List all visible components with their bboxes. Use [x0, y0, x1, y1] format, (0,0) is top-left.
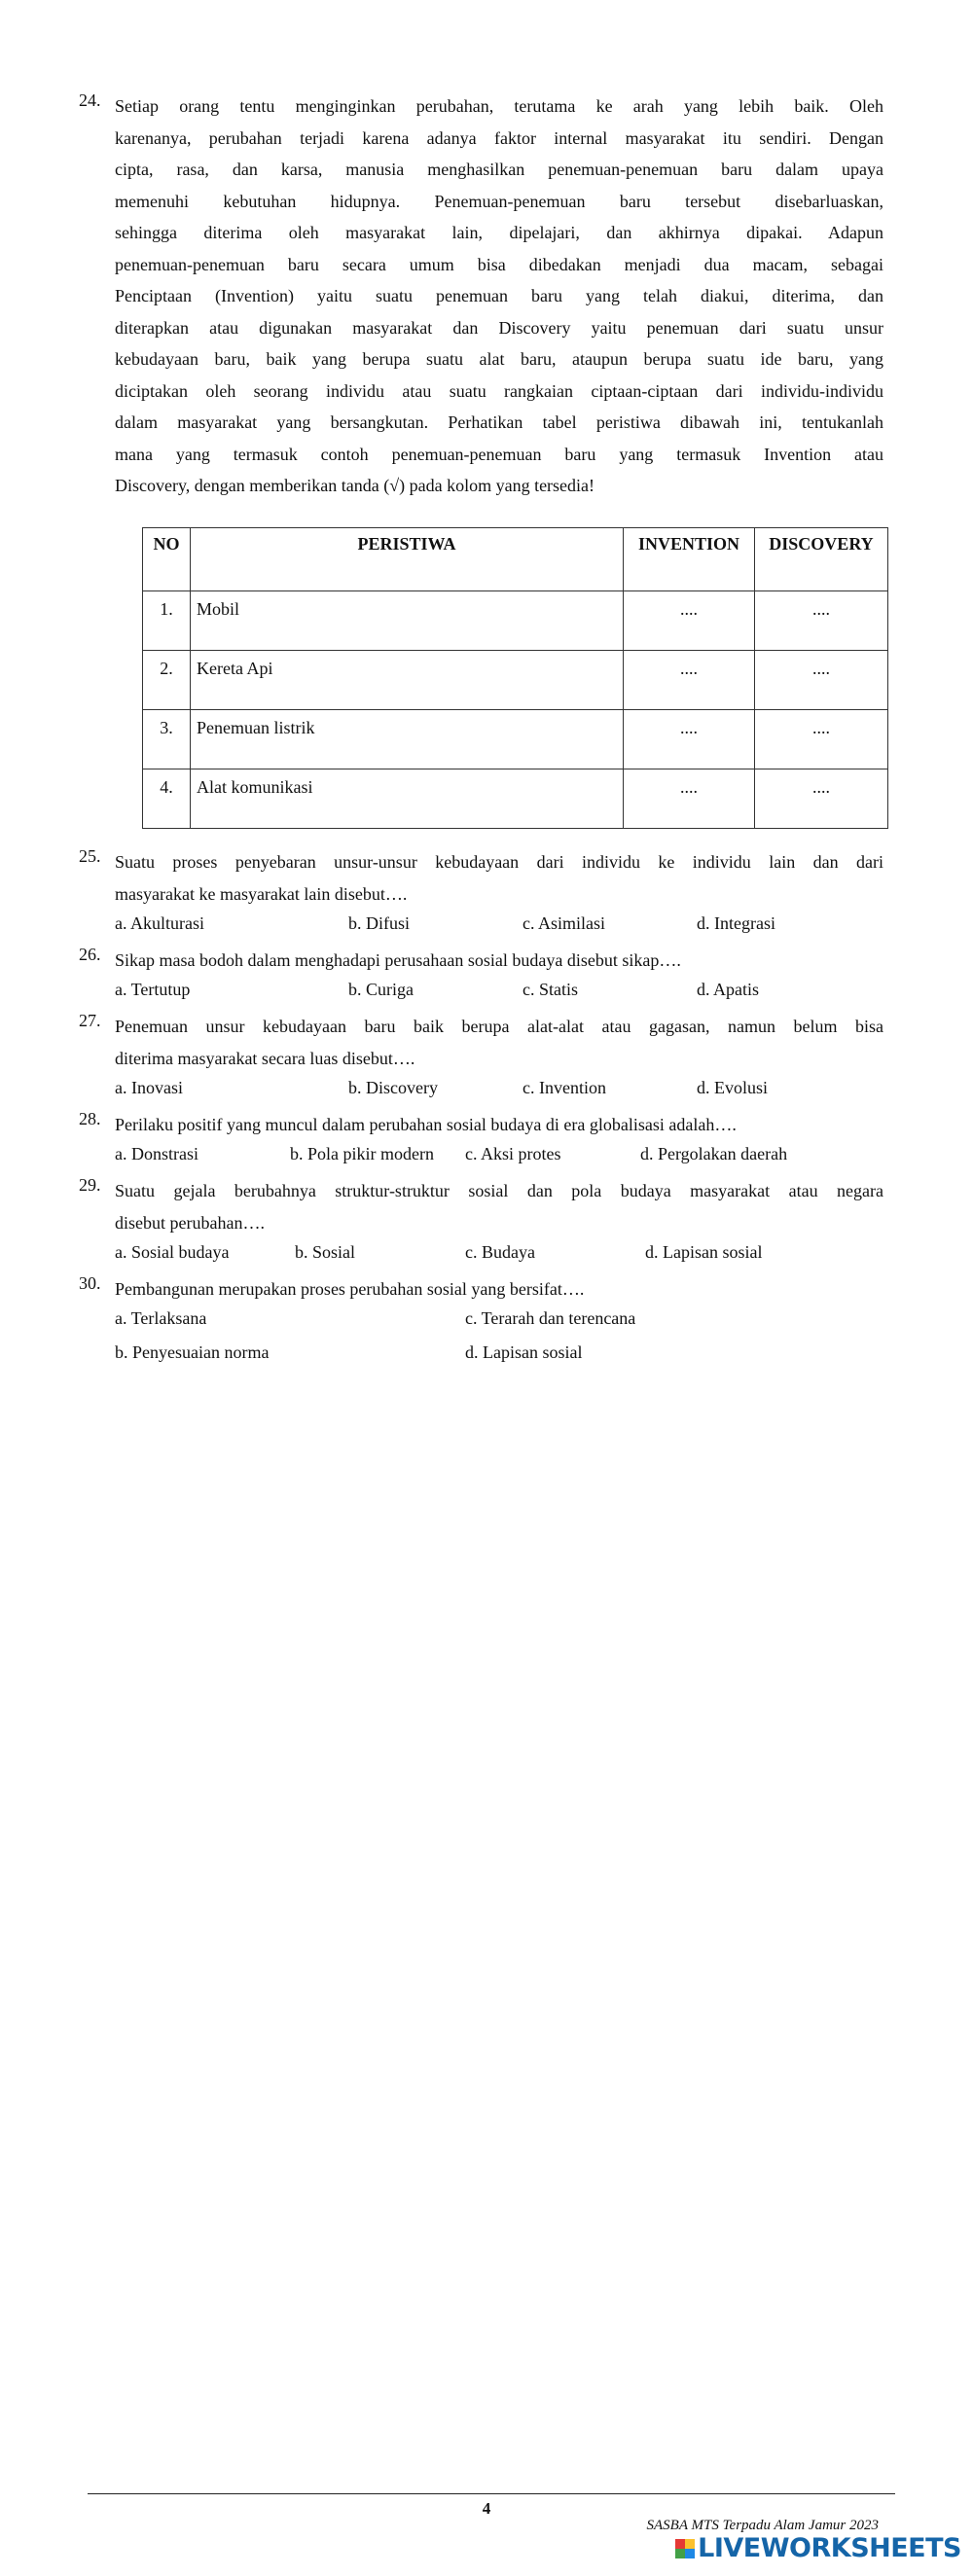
option-c[interactable]: c. Invention — [523, 1078, 606, 1097]
option-c[interactable]: c. Budaya — [465, 1242, 535, 1262]
row-number: 3. — [143, 710, 191, 769]
option-b[interactable]: b. Discovery — [348, 1078, 438, 1097]
question-text-line: penemuan-penemuan baru secara umum bisa dibedakan menjadi dua macam, sebagai — [115, 254, 883, 274]
question-text-line: Sikap masa bodoh dalam menghadapi perusahaan sosial budaya disebut sikap…. — [115, 950, 681, 970]
question-text-line: diterapkan atau digunakan masyarakat dan Discovery yaitu penemuan dari suatu unsur — [115, 317, 883, 338]
question-text-line: Suatu proses penyebaran unsur-unsur kebudayaan dari individu ke individu lain dan dari — [115, 852, 883, 872]
option-c[interactable]: c. Aksi protes — [465, 1144, 561, 1163]
liveworksheets-brand: LIVEWORKSHEETS — [698, 2533, 961, 2563]
footer-text: SASBA MTS Terpadu Alam Jamur 2023 — [646, 2518, 879, 2533]
option-d[interactable]: d. Evolusi — [697, 1078, 769, 1097]
question-24 — [79, 90, 883, 502]
question-text-line: dalam masyarakat yang bersangkutan. Perhatikan tabel peristiwa dibawah ini, tentukanlah — [115, 412, 883, 432]
question-text-line: Perilaku positif yang muncul dalam perubahan sosial budaya di era globalisasi adalah…. — [115, 1115, 737, 1134]
option-d[interactable]: d. Integrasi — [697, 913, 775, 933]
question-text-line: masyarakat ke masyarakat lain disebut…. — [115, 884, 408, 904]
option-a[interactable]: a. Donstrasi — [115, 1144, 198, 1163]
peristiwa-table — [142, 527, 888, 829]
header-invention: INVENTION — [624, 528, 755, 591]
row-event: Mobil — [191, 591, 624, 651]
table-row — [143, 651, 888, 710]
option-b[interactable]: b. Difusi — [348, 913, 410, 933]
question-28 — [79, 1109, 883, 1175]
row-number: 4. — [143, 769, 191, 829]
question-29 — [79, 1175, 883, 1273]
question-number: 24. — [79, 90, 101, 110]
question-number: 30. — [79, 1273, 101, 1293]
question-text-line: memenuhi kebutuhan hidupnya. Penemuan-penemuan baru tersebut disebarluaskan, — [115, 191, 883, 211]
options — [115, 1075, 883, 1109]
question-text-line: sehingga diterima oleh masyarakat lain, dipelajari, dan akhirnya dipakai. Adapun — [115, 223, 883, 242]
table-row — [143, 591, 888, 651]
options — [115, 977, 883, 1011]
question-number: 29. — [79, 1175, 101, 1195]
question-number: 27. — [79, 1011, 101, 1030]
question-text-line: karenanya, perubahan terjadi karena adanya faktor internal masyarakat itu sendiri. Dengan — [115, 127, 883, 148]
question-number: 26. — [79, 945, 101, 964]
option-d[interactable]: d. Pergolakan daerah — [640, 1144, 788, 1163]
option-b[interactable]: b. Curiga — [348, 980, 414, 999]
question-text-line: Penciptaan (Invention) yaitu suatu penemuan baru yang telah diakui, diterima, dan — [115, 286, 883, 305]
header-peristiwa: PERISTIWA — [191, 528, 624, 591]
row-number: 2. — [143, 651, 191, 710]
multiple-choice-section — [79, 846, 883, 1374]
option-a[interactable]: a. Terlaksana — [115, 1308, 207, 1328]
invention-answer-cell[interactable]: .... — [624, 769, 755, 829]
option-c[interactable]: c. Statis — [523, 980, 578, 999]
question-text-line: diterima masyarakat secara luas disebut…. — [115, 1049, 415, 1068]
option-b[interactable]: b. Sosial — [295, 1242, 356, 1262]
option-b[interactable]: b. Penyesuaian norma — [115, 1342, 270, 1362]
header-discovery: DISCOVERY — [755, 528, 888, 591]
options — [115, 911, 883, 945]
options — [115, 1239, 883, 1273]
discovery-answer-cell[interactable]: .... — [755, 651, 888, 710]
option-d[interactable]: d. Lapisan sosial — [645, 1242, 763, 1262]
option-a[interactable]: a. Inovasi — [115, 1078, 183, 1097]
page-number: 4 — [482, 2499, 491, 2518]
invention-answer-cell[interactable]: .... — [624, 710, 755, 769]
row-event: Kereta Api — [191, 651, 624, 710]
question-text-line: cipta, rasa, dan karsa, manusia menghasilkan penemuan-penemuan baru dalam upaya — [115, 160, 883, 179]
options — [115, 1306, 883, 1340]
question-text-line: Suatu gejala berubahnya struktur-struktur sosial dan pola budaya masyarakat atau negara — [115, 1181, 883, 1200]
header-no: NO — [143, 528, 191, 591]
question-30 — [79, 1273, 883, 1374]
option-d[interactable]: d. Apatis — [697, 980, 760, 999]
invention-answer-cell[interactable]: .... — [624, 651, 755, 710]
liveworksheets-icon — [675, 2539, 695, 2558]
question-text-line: mana yang termasuk contoh penemuan-penemuan baru yang termasuk Invention atau — [115, 444, 883, 464]
option-d[interactable]: d. Lapisan sosial — [465, 1342, 583, 1362]
invention-answer-cell[interactable]: .... — [624, 591, 755, 651]
question-text-line: Pembangunan merupakan proses perubahan sosial yang bersifat…. — [115, 1279, 585, 1299]
discovery-answer-cell[interactable]: .... — [755, 710, 888, 769]
question-text-line: kebudayaan baru, baik yang berupa suatu alat baru, ataupun berupa suatu ide baru, yang — [115, 349, 883, 369]
table-row — [143, 710, 888, 769]
option-c[interactable]: c. Terarah dan terencana — [465, 1308, 636, 1328]
question-number: 28. — [79, 1109, 101, 1128]
footer-divider — [88, 2493, 895, 2494]
row-number: 1. — [143, 591, 191, 651]
option-a[interactable]: a. Akulturasi — [115, 913, 204, 933]
table-row — [143, 769, 888, 829]
question-text-line: Setiap orang tentu menginginkan perubahan, terutama ke arah yang lebih baik. Oleh — [115, 96, 883, 116]
question-text-line: disebut perubahan…. — [115, 1213, 265, 1233]
question-25 — [79, 846, 883, 945]
question-text-line: Discovery, dengan memberikan tanda (√) pada kolom yang tersedia! — [115, 476, 595, 495]
option-b[interactable]: b. Pola pikir modern — [290, 1144, 434, 1163]
question-number: 25. — [79, 846, 101, 866]
option-a[interactable]: a. Sosial budaya — [115, 1242, 230, 1262]
discovery-answer-cell[interactable]: .... — [755, 591, 888, 651]
option-c[interactable]: c. Asimilasi — [523, 913, 605, 933]
options — [115, 1340, 883, 1374]
options — [115, 1141, 883, 1175]
table-header-row — [143, 528, 888, 591]
discovery-answer-cell[interactable]: .... — [755, 769, 888, 829]
question-26 — [79, 945, 883, 1011]
liveworksheets-logo[interactable] — [675, 2533, 961, 2563]
row-event: Penemuan listrik — [191, 710, 624, 769]
question-27 — [79, 1011, 883, 1109]
row-event: Alat komunikasi — [191, 769, 624, 829]
question-text-line: Penemuan unsur kebudayaan baru baik berupa alat-alat atau gagasan, namun belum bisa — [115, 1017, 883, 1036]
option-a[interactable]: a. Tertutup — [115, 980, 191, 999]
question-text-line: diciptakan oleh seorang individu atau suatu rangkaian ciptaan-ciptaan dari individu-individu — [115, 380, 883, 401]
